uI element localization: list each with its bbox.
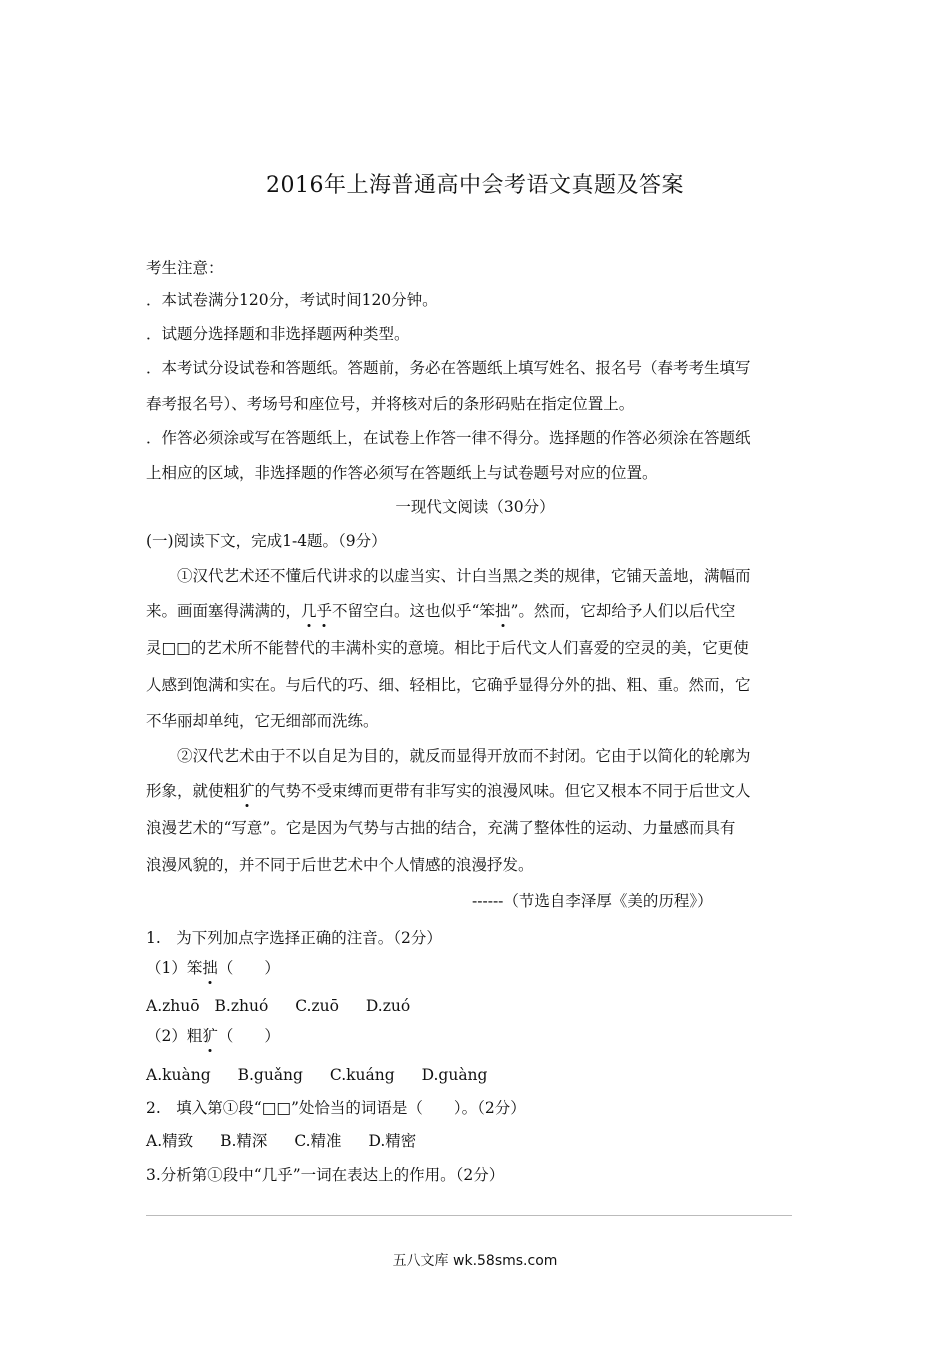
passage-line: ②汉代艺术由于不以自足为目的，就反而显得开放而不封闭。它由于以简化的轮廓为 xyxy=(177,747,751,765)
dotted-char: 犷 xyxy=(202,1027,218,1045)
notice-item: ．作答必须涂或写在答题纸上，在试卷上作答一律不得分。选择题的作答必须涂在答题纸 xyxy=(146,429,751,447)
option: C.kuáng xyxy=(329,1066,395,1084)
text-run: （2）粗 xyxy=(146,1027,203,1045)
option: B.zhuó xyxy=(214,997,269,1015)
passage-line xyxy=(146,781,806,801)
option: D.zuó xyxy=(365,997,411,1015)
passage-line: 浪漫艺术的“写意”。它是因为气势与古拙的结合，充满了整体性的运动、力量感而具有 xyxy=(146,819,736,837)
notice-item: 春考报名号）、考场号和座位号，并将核对后的条形码贴在指定位置上。 xyxy=(146,395,635,413)
option: A.kuàng xyxy=(146,1066,211,1084)
dotted-char: 乎 xyxy=(316,602,333,620)
passage-line: 浪漫风貌的，并不同于后世艺术中个人情感的浪漫抒发。 xyxy=(146,856,534,874)
option: A.zhuō xyxy=(146,997,200,1015)
notice-item: 上相应的区域，非选择题的作答必须写在答题纸上与试卷题号对应的位置。 xyxy=(146,464,658,482)
dotted-char: 犷 xyxy=(239,782,255,800)
notice-heading: 考生注意： xyxy=(146,259,224,277)
question-1-sub1 xyxy=(146,958,806,978)
question-1-sub2 xyxy=(146,1026,806,1046)
section-title: 一现代文阅读（30分） xyxy=(395,498,555,516)
option: C.精准 xyxy=(294,1132,342,1150)
question-1-stem: 1. 为下列加点字选择正确的注音。（2分） xyxy=(146,929,442,947)
text-run: 不留空白。这也似乎“笨 xyxy=(332,602,495,620)
part-title: (一)阅读下文，完成1-4题。（9分） xyxy=(146,532,387,550)
question-3-stem: 3.分析第①段中“几乎”一词在表达上的作用。（2分） xyxy=(146,1166,505,1184)
text-run: 来。画面塞得满满的， xyxy=(146,602,302,620)
passage-line xyxy=(146,601,806,621)
passage-line: ①汉代艺术还不懂后代讲求的以虚当实、计白当黑之类的规律，它铺天盖地，满幅而 xyxy=(177,567,751,585)
option: D.精密 xyxy=(368,1132,417,1150)
dotted-char: 拙 xyxy=(494,602,511,620)
question-2-options xyxy=(146,1131,806,1151)
dotted-char: 几 xyxy=(301,602,317,620)
option: B.guǎng xyxy=(237,1066,303,1084)
text-run: （1）笨 xyxy=(146,959,203,977)
option: C.zuō xyxy=(295,997,339,1015)
option: D.guàng xyxy=(421,1066,488,1084)
footer-watermark: 五八文库 wk.58sms.com xyxy=(392,1253,558,1269)
notice-item: ．试题分选择题和非选择题两种类型。 xyxy=(146,325,410,343)
dotted-char: 拙 xyxy=(202,959,218,977)
passage-line: 不华丽却单纯，它无细部而洗练。 xyxy=(146,712,379,730)
text-run: 形象，就使粗 xyxy=(146,782,240,800)
question-1-options-1 xyxy=(146,996,806,1016)
passage-source: ------（节选自李泽厚《美的历程》） xyxy=(472,892,713,910)
passage-line: 人感到饱满和实在。与后代的巧、细、轻相比，它确乎显得分外的拙、粗、重。然而，它 xyxy=(146,676,751,694)
notice-item: ．本试卷满分120分，考试时间120分钟。 xyxy=(146,291,438,309)
option: B.精深 xyxy=(220,1132,268,1150)
text-run: 的气势不受束缚而更带有非写实的浪漫风味。但它又根本不同于后世文人 xyxy=(254,782,751,800)
doc-title: 2016年上海普通高中会考语文真题及答案 xyxy=(266,173,684,198)
question-2-stem: 2. 填入第①段“□□”处恰当的词语是（ ）。（2分） xyxy=(146,1099,526,1117)
text-run: （ ） xyxy=(217,1027,280,1045)
notice-item: ．本考试分设试卷和答题纸。答题前，务必在答题纸上填写姓名、报名号（春考考生填写 xyxy=(146,359,751,377)
footer-divider xyxy=(146,1215,792,1216)
text-run: （ ） xyxy=(217,959,280,977)
question-1-options-2 xyxy=(146,1065,806,1085)
passage-line: 灵□□的艺术所不能替代的丰满朴实的意境。相比于后代文人们喜爱的空灵的美，它更使 xyxy=(146,639,749,657)
text-run: ”。然而，它却给予人们以后代空 xyxy=(510,602,736,620)
option: A.精致 xyxy=(146,1132,194,1150)
